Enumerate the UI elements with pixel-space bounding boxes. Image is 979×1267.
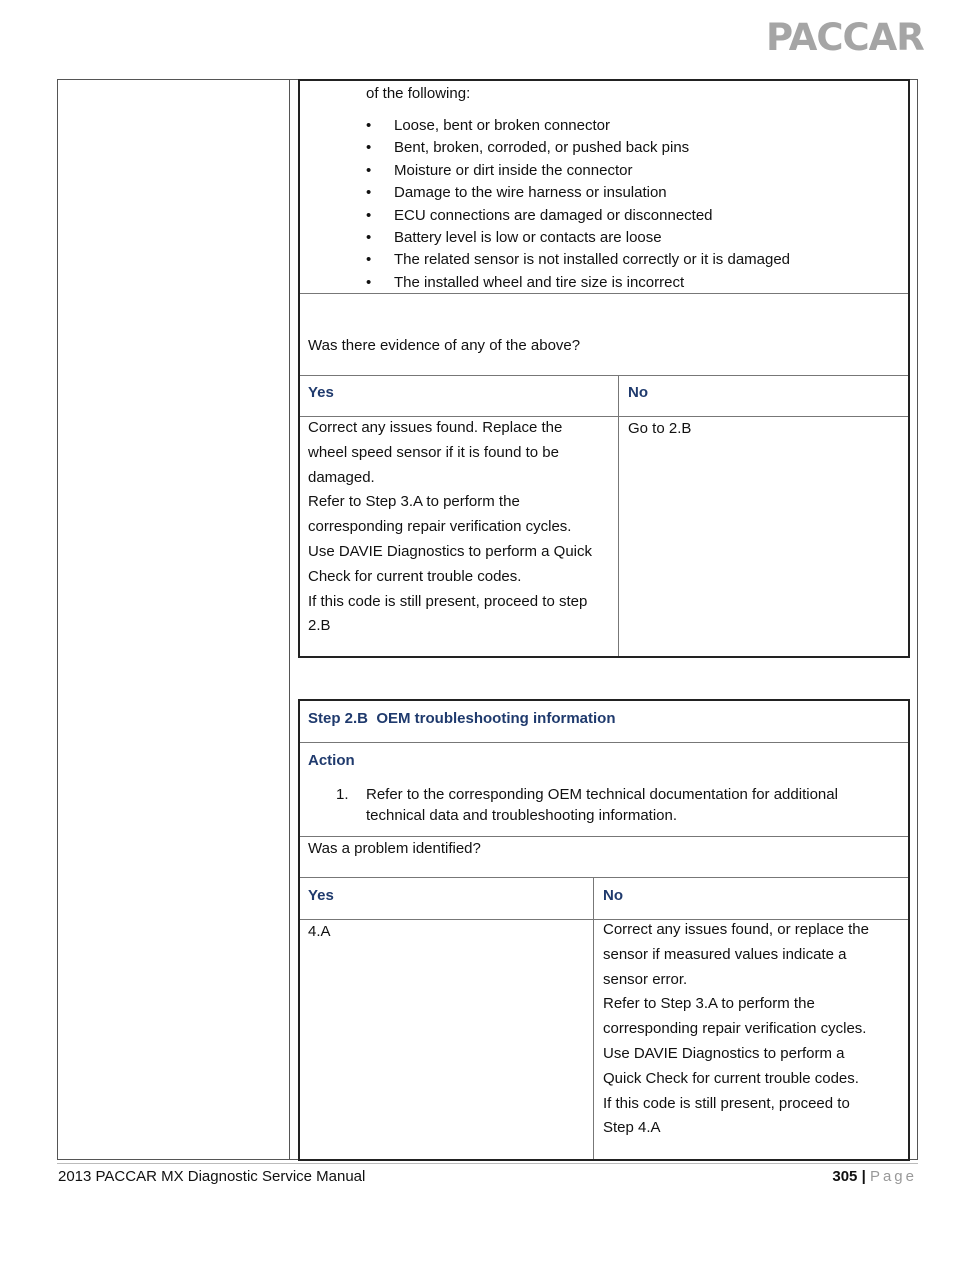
checklist-item: • Battery level is low or contacts are loose	[366, 227, 790, 249]
footer-rule	[57, 1163, 918, 1164]
step-b-action-label: Action	[308, 752, 355, 769]
instruction-line: Correct any issues found, or replace the	[603, 921, 869, 938]
checklist-item: • Bent, broken, corroded, or pushed back pins	[366, 137, 790, 159]
instruction-line: Quick Check for current trouble codes.	[603, 1069, 859, 1087]
instruction-line: Use DAVIE Diagnostics to perform a	[603, 1044, 845, 1062]
instruction-line: Correct any issues found. Replace the	[308, 419, 563, 436]
left-column-cell	[57, 79, 290, 1160]
instruction-line: damaged.	[308, 468, 375, 486]
step-a-question: Was there evidence of any of the above?	[308, 337, 581, 354]
page-footer	[832, 1168, 917, 1185]
instruction-line: 2.B	[308, 617, 331, 635]
page-word: Page	[869, 1168, 917, 1185]
step-b-title: Step 2.B OEM troubleshooting information	[308, 710, 616, 727]
step-a-yes-instructions	[308, 416, 614, 639]
action-text-line: technical data and troubleshooting information.	[366, 807, 678, 824]
step-a-no-header: No	[628, 384, 648, 401]
instruction-line: corresponding repair verification cycles.	[603, 1020, 867, 1038]
instruction-line: Check for current trouble codes.	[308, 567, 522, 585]
instruction-line: Step 4.A	[603, 1119, 661, 1137]
instruction-line: If this code is still present, proceed to step	[308, 592, 588, 610]
yes-no-divider	[593, 878, 594, 1159]
checklist-item: • ECU connections are damaged or disconnected	[366, 205, 790, 227]
page-separator: |	[861, 1168, 866, 1185]
row-divider	[300, 293, 908, 294]
instruction-line: wheel speed sensor if it is found to be	[308, 443, 559, 461]
page-number: 305	[832, 1168, 858, 1185]
checklist-item: • The related sensor is not installed correctly or it is damaged	[366, 249, 790, 271]
checklist-item: • Loose, bent or broken connector	[366, 115, 790, 137]
instruction-line: Refer to Step 3.A to perform the	[603, 995, 815, 1013]
row-divider	[300, 375, 908, 376]
inspection-checklist	[366, 115, 790, 294]
checklist-item: • Moisture or dirt inside the connector	[366, 160, 790, 182]
step-a-no-instruction: Go to 2.B	[628, 420, 692, 437]
instruction-line: sensor error.	[603, 970, 688, 988]
instruction-line: Use DAVIE Diagnostics to perform a Quick	[308, 542, 592, 560]
column-divider	[289, 79, 290, 1160]
row-divider	[300, 836, 908, 837]
step-a-intro: of the following:	[366, 85, 471, 102]
row-divider	[300, 877, 908, 878]
instruction-line: corresponding repair verification cycles.	[308, 518, 572, 536]
checklist-item: • Damage to the wire harness or insulation	[366, 182, 790, 204]
action-text-line: Refer to the corresponding OEM technical documentation for additional	[366, 786, 838, 803]
instruction-line: Refer to Step 3.A to perform the	[308, 493, 520, 511]
action-number: 1.	[336, 786, 349, 803]
row-divider	[300, 742, 908, 743]
step-b-yes-instruction: 4.A	[308, 923, 331, 940]
paccar-logo: PACCAR	[766, 16, 924, 59]
step-a-yes-header: Yes	[308, 384, 334, 401]
step-b-no-instructions	[603, 918, 903, 1141]
instruction-line: If this code is still present, proceed to	[603, 1094, 850, 1112]
yes-no-divider	[618, 376, 619, 656]
step-b-question: Was a problem identified?	[308, 840, 481, 857]
step-b-yes-header: Yes	[308, 887, 334, 904]
instruction-line: sensor if measured values indicate a	[603, 945, 847, 963]
step-b-no-header: No	[603, 887, 623, 904]
manual-title: 2013 PACCAR MX Diagnostic Service Manual	[58, 1168, 366, 1185]
checklist-item: • The installed wheel and tire size is incorrect	[366, 272, 790, 294]
